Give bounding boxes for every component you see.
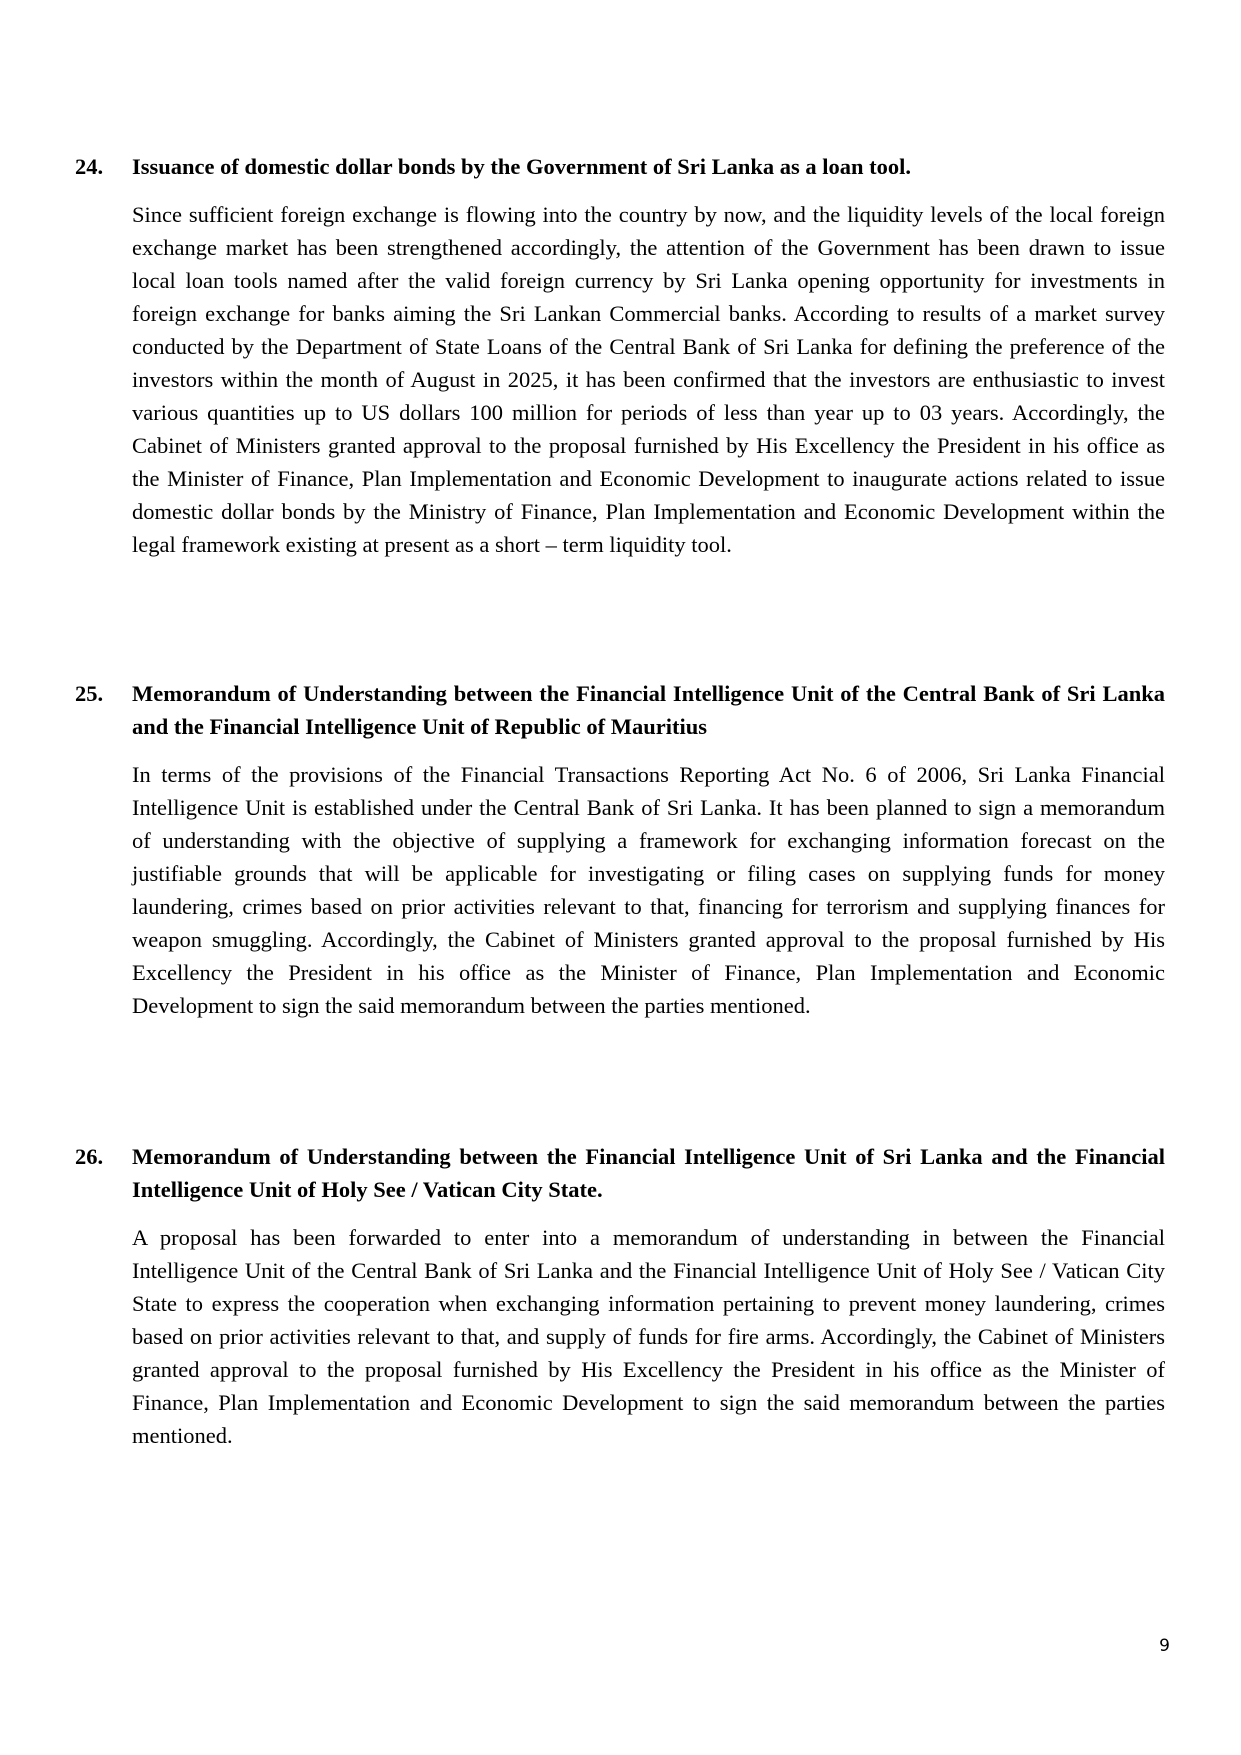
section-title: Memorandum of Understanding between the Financial Intelligence Unit of Sri Lanka and the Financial Intelligence Unit of Holy See / Vatican City State. <box>132 1144 1165 1202</box>
section-24 <box>75 150 1165 561</box>
section-number: 24. <box>75 154 104 179</box>
section-title: Memorandum of Understanding between the Financial Intelligence Unit of the Central Bank of Sri Lanka and the Financial Intelligence Unit of Republic of Mauritius <box>132 681 1165 739</box>
page-number: 9 <box>1159 1636 1170 1656</box>
section-number: 26. <box>75 1144 104 1169</box>
section-body: Since sufficient foreign exchange is flowing into the country by now, and the liquidity levels of the local foreign exchange market has been strengthened accordingly, the attention of the Government has been drawn to issue local loan tools named after the valid foreign currency by Sri Lanka opening opportunity for investments in foreign exchange for banks aiming the Sri Lankan Commercial banks. According to results of a market survey conducted by the Department of State Loans of the Central Bank of Sri Lanka for defining the preference of the investors within the month of August in 2025, it has been confirmed that the investors are enthusiastic to invest various quantities up to US dollars 100 million for periods of less than year up to 03 years. Accordingly, the Cabinet of Ministers granted approval to the proposal furnished by His Excellency the President in his office as the Minister of Finance, Plan Implementation and Economic Development to inaugurate actions related to issue domestic dollar bonds by the Ministry of Finance, Plan Implementation and Economic Development within the legal framework existing at present as a short – term liquidity tool. <box>132 202 1165 557</box>
section-heading <box>75 150 1165 183</box>
section-25 <box>75 677 1165 1022</box>
section-title: Issuance of domestic dollar bonds by the Government of Sri Lanka as a loan tool. <box>132 154 912 179</box>
section-heading <box>75 1140 1165 1206</box>
section-number: 25. <box>75 681 104 706</box>
section-heading <box>75 677 1165 743</box>
section-body: A proposal has been forwarded to enter into a memorandum of understanding in between the Financial Intelligence Unit of the Central Bank of Sri Lanka and the Financial Intelligence Unit of Holy See / Vatican City State to express the cooperation when exchanging information pertaining to prevent money laundering, crimes based on prior activities relevant to that, and supply of funds for fire arms. Accordingly, the Cabinet of Ministers granted approval to the proposal furnished by His Excellency the President in his office as the Minister of Finance, Plan Implementation and Economic Development to sign the said memorandum between the parties mentioned. <box>132 1225 1165 1448</box>
section-26 <box>75 1140 1165 1452</box>
section-body: In terms of the provisions of the Financial Transactions Reporting Act No. 6 of 2006, Sri Lanka Financial Intelligence Unit is established under the Central Bank of Sri Lanka. It has been planned to sign a memorandum of understanding with the objective of supplying a framework for exchanging information forecast on the justifiable grounds that will be applicable for investigating or filing cases on supplying funds for money laundering, crimes based on prior activities relevant to that, financing for terrorism and supplying finances for weapon smuggling. Accordingly, the Cabinet of Ministers granted approval to the proposal furnished by His Excellency the President in his office as the Minister of Finance, Plan Implementation and Economic Development to sign the said memorandum between the parties mentioned. <box>132 762 1165 1018</box>
